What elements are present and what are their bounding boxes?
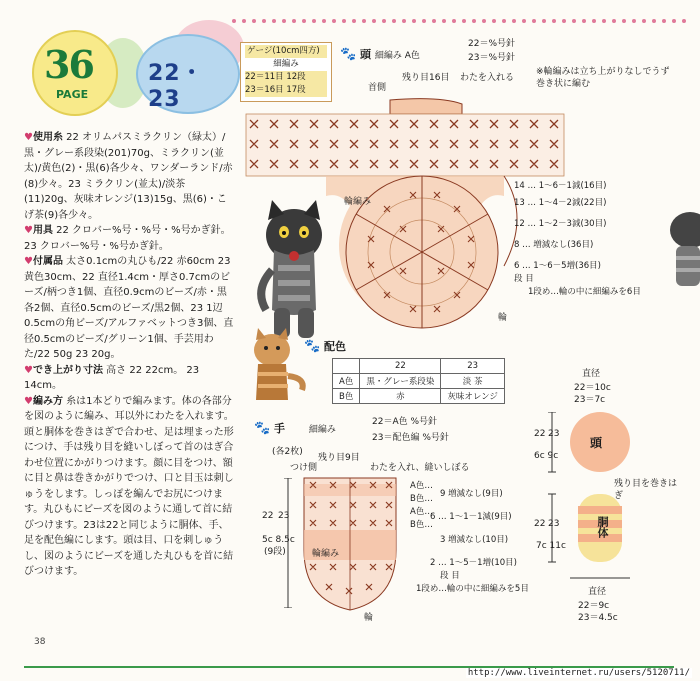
heart-icon: ♥ — [24, 132, 33, 143]
head-neck-label: 首側 — [368, 83, 387, 93]
hand-dim-value: 5c 8.5c — [262, 535, 295, 545]
method-text: 糸は1本どりで編みます。体の各部分を図のように編み、耳以外にわたを入れます。頭と胴体を巻きはぎで合わせ、足は埋まった形につけ、手は残り目を縫いしぼって首のはぎ合わせ位置にかがりつけます。顔に目をつけ、額に目と鼻は巻きかがりでつけ、口と目玉は刺しゅうをします。しっぽを編んでお尻につけます。丸ひもにビーズを図のように通して首に結びつけます。23は22と同じように胴体、手、足を配色編にします。頭は目、口を刺しゅうし、図のようにビーズを通した丸ひもを首に結びつけます。 — [24, 395, 234, 577]
body-trunk-label: 胴体 — [596, 516, 609, 538]
yarn-entry — [24, 130, 234, 223]
paw-icon: 🐾 — [254, 421, 271, 436]
hand-stuffing: わたを入れ、縫いしぼる — [370, 463, 470, 473]
head-row-6: 6 … 1～6－5増(36目) — [514, 261, 601, 271]
page-number: 38 — [34, 637, 46, 647]
hand-needle-22: 22＝A色 %号針 — [372, 417, 438, 427]
hand-color-3: A色… — [410, 507, 433, 517]
size-label: でき上がり寸法 — [32, 364, 103, 376]
body-dim-23: 23 — [548, 519, 560, 529]
body-bottom-23: 23＝4.5c — [578, 613, 618, 623]
hand-dim-22: 22 — [262, 511, 274, 521]
orange-cat-image — [254, 328, 303, 400]
left-column — [24, 24, 234, 580]
head-title: 頭 — [360, 48, 372, 61]
heart-icon: ♥ — [24, 364, 33, 376]
color-section-title — [304, 338, 346, 354]
hand-row-list — [410, 480, 433, 532]
hand-subtitle: 細編み — [308, 425, 336, 435]
color-table-corner — [333, 359, 360, 374]
accessories-entry — [24, 254, 234, 363]
hand-color-4: B色… — [410, 520, 433, 530]
color-title: 配色 — [324, 340, 347, 353]
size-text: 高さ 22 22cm。 23 14cm。 — [24, 364, 200, 391]
body-diameter-label: 直径 — [582, 369, 601, 379]
hand-dim-arrow — [284, 478, 292, 608]
color-row-b — [333, 389, 505, 404]
head-stuffing: わたを入れる — [460, 73, 515, 83]
head-row-13: 13 … 1～4－2減(22目) — [514, 198, 607, 208]
tools-entry — [24, 223, 234, 254]
head-dim-23: 23 — [548, 429, 560, 439]
hand-ring-symbol: 輪 — [364, 613, 374, 623]
hand-color-1: A色… — [410, 481, 433, 491]
color-row-a-22: 黒・グレー系段染 — [360, 374, 441, 389]
hand-row-3: 3 増減なし(10目) — [440, 535, 509, 545]
body-bottom-22: 22＝9c — [578, 601, 610, 611]
yarn-label: 使用糸 — [32, 132, 63, 143]
hand-leftover: 残り目9目 — [318, 453, 360, 463]
materials-spec — [24, 130, 234, 580]
hand-count: (各2枚) — [272, 447, 303, 457]
head-note: ※輪編みは立ち上がりなしでうず巻き状に編む — [536, 67, 670, 89]
heart-icon: ♥ — [24, 225, 33, 236]
badge-number: 36 — [44, 42, 93, 87]
method-entry — [24, 394, 234, 580]
head-ring-label: 輪編み — [344, 197, 372, 207]
head-row-12: 12 … 1～2－3減(30目) — [514, 219, 607, 229]
body-diameter-23: 23＝7c — [574, 395, 606, 405]
head-row-1: 1段め…輪の中に細編みを6目 — [528, 287, 641, 297]
color-col-23: 23 — [441, 359, 505, 374]
body-leftover-note: 残り目を巻きはぎ — [614, 479, 678, 501]
color-row-b-22: 赤 — [360, 389, 441, 404]
hand-row-1: 1段め…輪の中に細編みを5目 — [416, 584, 529, 594]
head-dim-value: 6c 9c — [534, 451, 559, 461]
head-row-list — [514, 180, 641, 299]
head-section-title — [340, 46, 420, 62]
hand-dim-rows: (9段) — [264, 547, 286, 557]
hand-row-header: 段 目 — [440, 571, 460, 581]
method-label: 編み方 — [32, 395, 63, 407]
hand-title: 手 — [274, 422, 286, 435]
tools-text: 22 クロバー%号・%号・%号かぎ針。23 クロバー%号・%号かぎ針。 — [24, 225, 231, 252]
header-dots — [230, 15, 690, 27]
hand-color-2: B色… — [410, 494, 433, 504]
hand-needle-23: 23＝配色編 %号針 — [372, 433, 449, 443]
hand-row-2: 2 … 1～5－1増(10目) — [430, 558, 517, 568]
hand-section-title — [254, 420, 336, 436]
hand-crochet-chart — [296, 470, 406, 620]
gauge-title: ゲージ(10cm四方) — [245, 45, 327, 58]
size-entry — [24, 363, 234, 394]
heart-icon: ♥ — [24, 256, 33, 267]
gauge-row-23: 23＝16目 17段 — [245, 84, 327, 97]
head-dim-22: 22 — [534, 429, 546, 439]
body-dim-value: 7c 11c — [536, 541, 566, 551]
yarn-text: 22 オリムパスミラクリン（緑太）/黒・グレー系段染(201)70g、ミラクリン(並太)/黄色(2)・黒(6)各少々、ワンダーランド/赤(8)少々。23 ミラクリン(並太)/淡茶(11)20g、灰味オレンジ(13)15g、黒(6)・こげ茶(9)各少々。 — [24, 132, 233, 221]
body-dim-22: 22 — [534, 519, 546, 529]
color-row-b-23: 灰味オレンジ — [441, 389, 505, 404]
accessories-text: 太さ0.1cmの丸ひも/22 赤60cm 23 黄色30cm、22 直径1.4cm・厚さ0.7cmのビーズ/柄つき1個、直径0.9cmのビーズ/赤・黒各2個、直径0.5cmのビーズ/黒2個、23 1辺0.5cmの角ビーズ/アルファベットつき3個、直径0.5cmのビーズ/グリーン1個、手芸用わた/22 50g 23 20g。 — [24, 256, 234, 360]
head-ring-symbol: 輪 — [498, 313, 508, 323]
head-row-8: 8 … 増減なし(36目) — [514, 240, 594, 250]
head-needle-22: 22＝%号針 — [468, 39, 516, 49]
head-leftover: 残り目16目 — [402, 73, 450, 83]
page-badge — [24, 24, 234, 124]
source-url[interactable]: http://www.liveinternet.ru/users/5120711/ — [467, 668, 690, 678]
badge-page-label: PAGE — [56, 88, 89, 101]
head-needle-23: 23＝%号針 — [468, 53, 516, 63]
color-col-22: 22 — [360, 359, 441, 374]
hand-ring-label: 輪編み — [312, 549, 340, 559]
color-table — [332, 358, 505, 404]
body-bottom-label: 直径 — [588, 587, 607, 597]
head-subtitle: 細編み A色 — [374, 51, 420, 61]
hand-row-9: 9 増減なし(9目) — [440, 489, 503, 499]
head-row-14: 14 … 1～6－1減(16目) — [514, 181, 607, 191]
heart-icon: ♥ — [24, 395, 33, 407]
next-page-cat-image — [660, 200, 700, 300]
accessories-label: 付属品 — [32, 256, 63, 267]
gauge-subtitle: 細編み — [273, 59, 299, 69]
head-row-header: 段 目 — [514, 274, 534, 284]
gauge-box — [240, 42, 332, 102]
tools-label: 用具 — [32, 225, 53, 236]
model-range: 22・23 — [148, 61, 204, 112]
gauge-row-22: 22＝11目 12段 — [245, 71, 327, 84]
paw-icon: 🐾 — [304, 339, 321, 354]
color-row-a — [333, 374, 505, 389]
paw-icon: 🐾 — [340, 47, 357, 62]
body-assembly-diagram — [560, 408, 670, 608]
color-table-header — [333, 359, 505, 374]
body-head-label: 頭 — [590, 436, 603, 450]
hand-dim-23: 23 — [278, 511, 290, 521]
body-diameter-22: 22＝10c — [574, 383, 611, 393]
body-dim-arrows — [548, 412, 556, 608]
color-row-b-label: B色 — [333, 389, 360, 404]
color-row-a-label: A色 — [333, 374, 360, 389]
hand-row-6: 6 … 1～1－1減(9目) — [430, 512, 512, 522]
hand-attach: つけ側 — [290, 463, 318, 473]
color-row-a-23: 淡 茶 — [441, 374, 505, 389]
